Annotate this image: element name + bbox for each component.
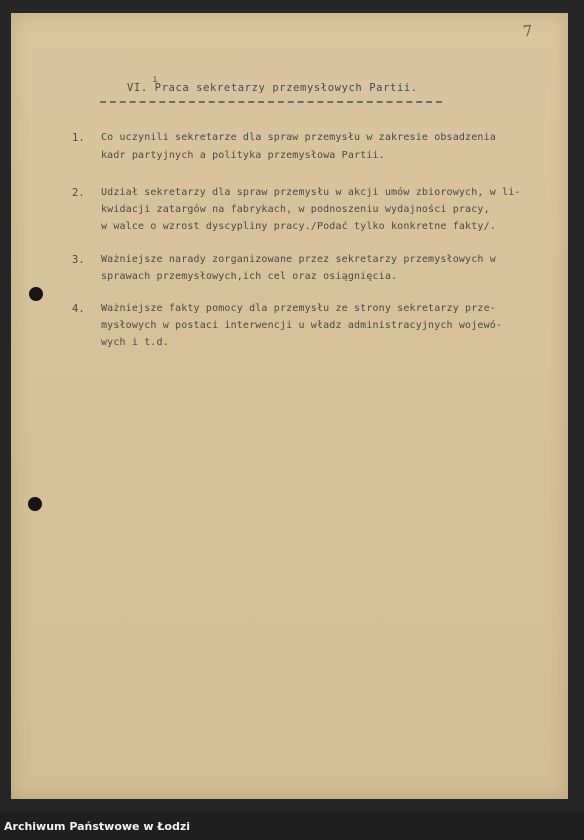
title-underline — [100, 101, 442, 103]
item-text-line: mysłowych w postaci interwencji u władz administracyjnych wojewó- — [101, 320, 503, 331]
item-text-line: Ważniejsze narady zorganizowane przez sekretarzy przemysłowych w — [101, 254, 496, 265]
punch-hole-top — [29, 287, 43, 301]
item-text-line: w walce o wzrost dyscypliny pracy./Podać tylko konkretne fakty/. — [101, 221, 496, 232]
archive-caption: Archiwum Państwowe w Łodzi — [4, 820, 191, 833]
item-text-line: sprawach przemysłowych,ich cel oraz osiągnięcia. — [101, 271, 398, 282]
item-text-line: kwidacji zatargów na fabrykach, w podnoszeniu wydajności pracy, — [101, 204, 490, 215]
item-text-line: wych i t.d. — [101, 337, 169, 348]
item-number: 3. — [72, 254, 85, 266]
item-text-line: Co uczynili sekretarze dla spraw przemysłu w zakresie obsadzenia — [101, 132, 496, 143]
document-page — [11, 13, 568, 799]
item-number: 1. — [72, 132, 85, 144]
item-text-line: Ważniejsze fakty pomocy dla przemysłu ze strony sekretarzy prze- — [101, 303, 496, 314]
section-title: VI. Praca sekretarzy przemysłowych Partii. — [127, 82, 418, 94]
page-number: 7 — [522, 21, 534, 41]
item-text-line: Udział sekretarzy dla spraw przemysłu w akcji umów zbiorowych, w li- — [101, 187, 521, 198]
item-number: 4. — [72, 303, 85, 315]
item-text-line: kadr partyjnych a polityka przemysłowa Partii. — [101, 150, 385, 161]
punch-hole-bottom — [28, 497, 42, 511]
item-number: 2. — [72, 187, 85, 199]
handwritten-tick-mark: ı — [152, 74, 159, 85]
